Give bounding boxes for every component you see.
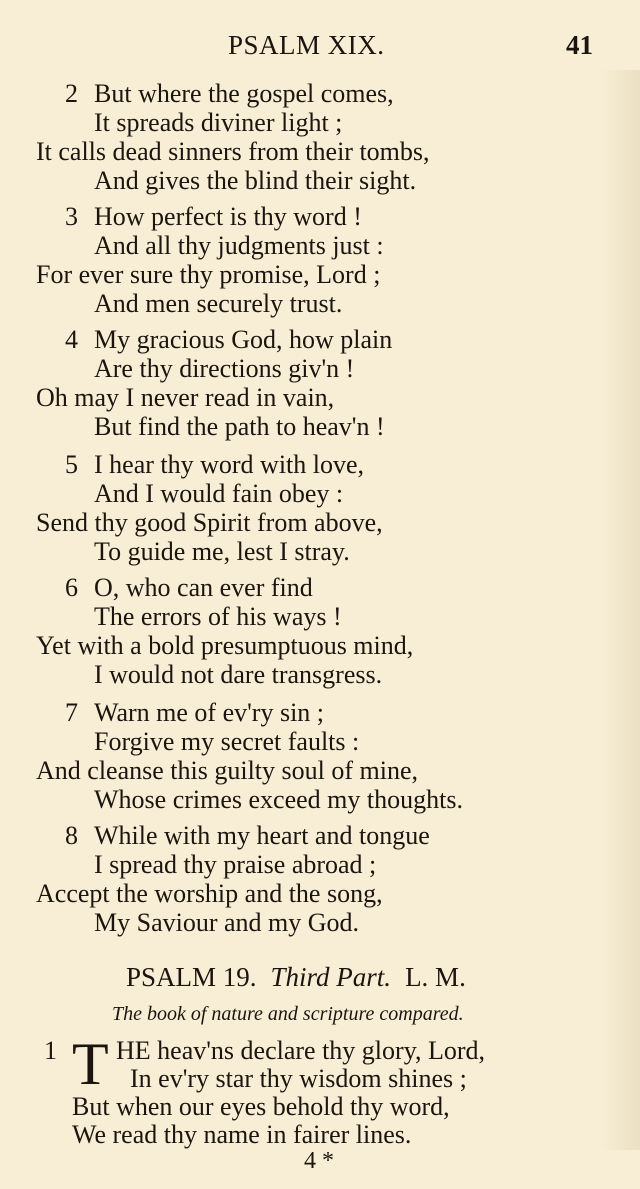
show-through-shadow: [600, 70, 640, 1150]
verse-line: How perfect is thy word !: [94, 202, 362, 231]
verse-line: Send thy good Spirit from above,: [36, 508, 383, 537]
verse-line: My gracious God, how plain: [94, 325, 393, 354]
verse-line: O, who can ever find: [94, 573, 313, 602]
verse-number: 3: [65, 202, 78, 231]
verse-line: To guide me, lest I stray.: [94, 537, 350, 566]
verse-line: I would not dare transgress.: [94, 660, 383, 689]
verse-number: 4: [65, 325, 78, 354]
verse-line: I hear thy word with love,: [94, 450, 365, 479]
verse-number: 7: [65, 698, 78, 727]
verse-line: HE heav'ns declare thy glory, Lord,: [116, 1036, 486, 1065]
verse-line: Oh may I never read in vain,: [36, 383, 335, 412]
verse-line: The errors of his ways !: [94, 602, 342, 631]
psalm-part: Third Part.: [270, 962, 392, 992]
psalm-subtitle: The book of nature and scripture compared.: [112, 1003, 464, 1025]
drop-cap: T: [72, 1031, 109, 1097]
verse-line: But find the path to heav'n !: [94, 412, 385, 441]
page-header: [0, 30, 640, 66]
verse-line: While with my heart and tongue: [94, 821, 430, 850]
verse-line: And I would fain obey :: [94, 479, 344, 508]
verse-line: Accept the worship and the song,: [36, 879, 383, 908]
verse-line: And cleanse this guilty soul of mine,: [36, 756, 419, 785]
verse-line: We read thy name in fairer lines.: [72, 1120, 412, 1149]
verse-number: 1: [44, 1036, 57, 1065]
verse-line: It calls dead sinners from their tombs,: [36, 137, 430, 166]
verse-line: But where the gospel comes,: [94, 79, 394, 108]
verse-line: And all thy judgments just :: [94, 231, 384, 260]
verse-line: Warn me of ev'ry sin ;: [94, 698, 325, 727]
verse-line: And men securely trust.: [94, 289, 343, 318]
verse-line: For ever sure thy promise, Lord ;: [36, 260, 381, 289]
signature-mark: 4 *: [304, 1148, 334, 1174]
psalm-title: PSALM 19.: [126, 962, 257, 992]
verse-line: I spread thy praise abroad ;: [94, 850, 377, 879]
verse-line: Whose crimes exceed my thoughts.: [94, 785, 463, 814]
verse-line: But when our eyes behold thy word,: [72, 1092, 450, 1121]
page-number: 41: [566, 30, 593, 60]
verse-number: 6: [65, 573, 78, 602]
verse-number: 5: [65, 450, 78, 479]
running-head: PSALM XIX.: [228, 30, 385, 60]
verse-line: Yet with a bold presumptuous mind,: [36, 631, 414, 660]
verse-line: My Saviour and my God.: [94, 908, 360, 937]
verse-line: Forgive my secret faults :: [94, 727, 360, 756]
verse-line: Are thy directions giv'n !: [94, 354, 355, 383]
verse-line: And gives the blind their sight.: [94, 166, 417, 195]
psalm-heading: [126, 962, 466, 993]
verse-line: It spreads diviner light ;: [94, 108, 343, 137]
verse-line: In ev'ry star thy wisdom shines ;: [130, 1064, 467, 1093]
verse-number: 2: [65, 79, 78, 108]
psalm-meter: L. M.: [405, 962, 466, 992]
verse-number: 8: [65, 821, 78, 850]
